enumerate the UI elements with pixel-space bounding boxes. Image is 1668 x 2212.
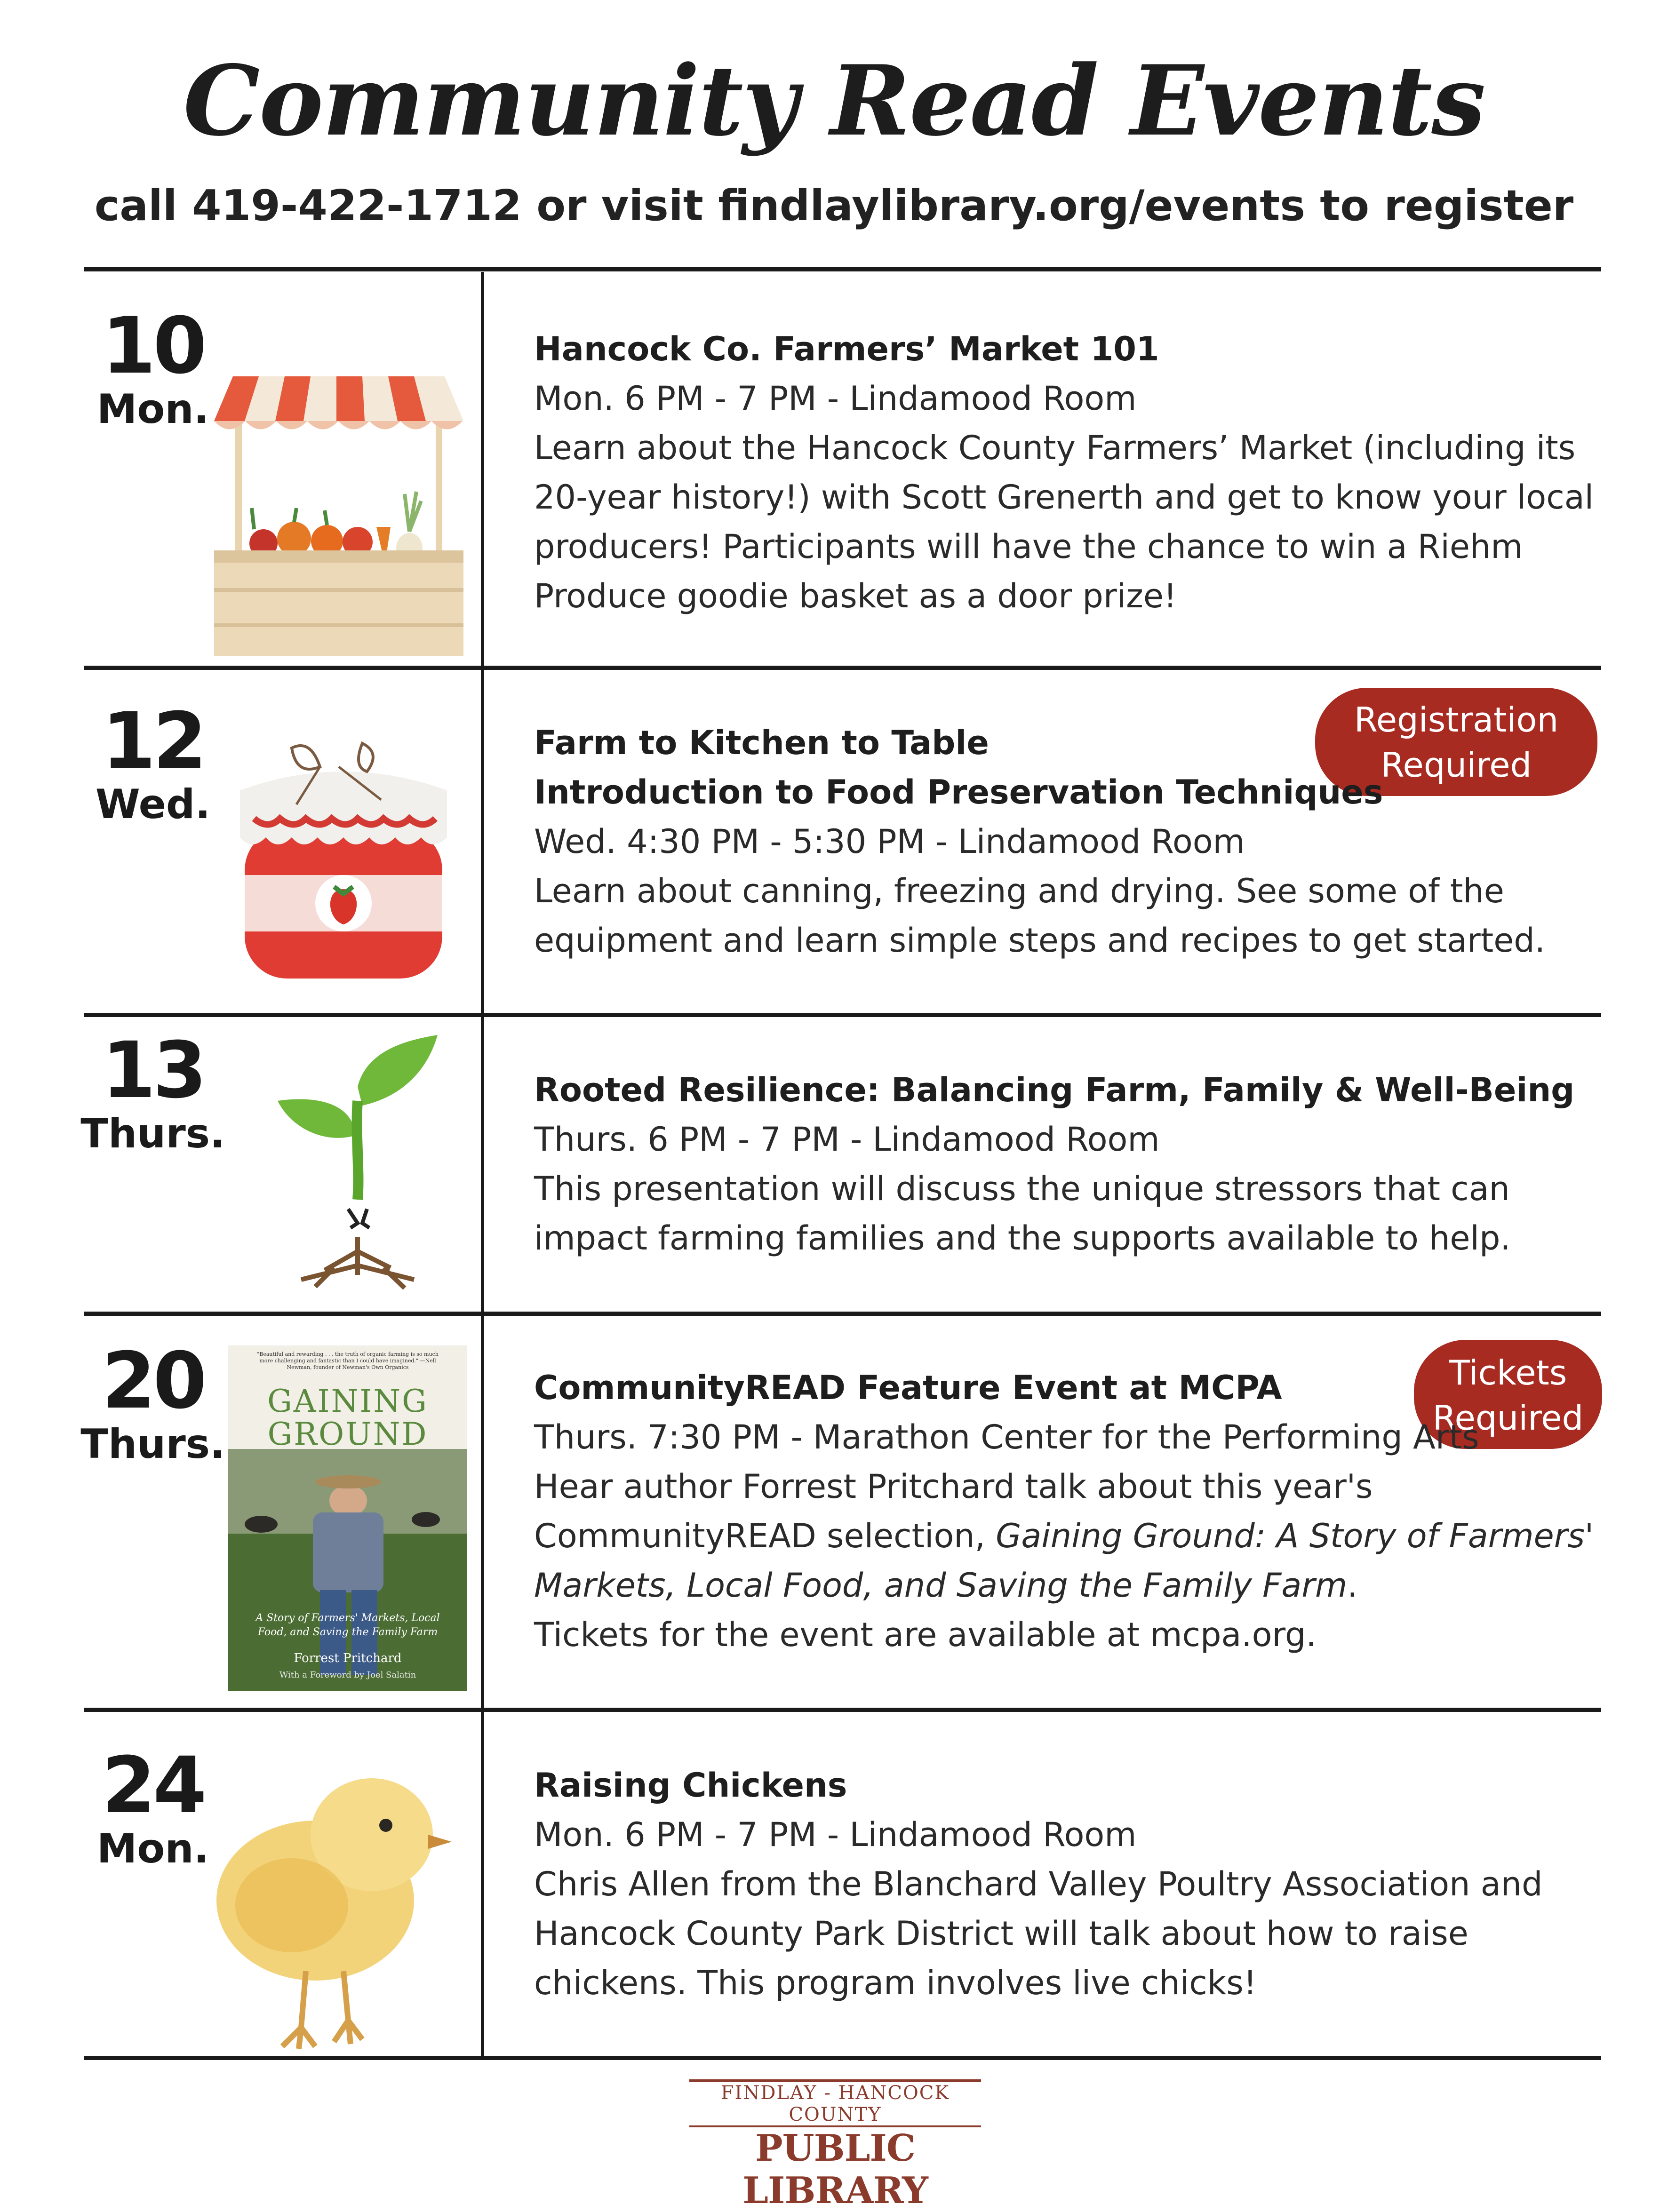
library-logo-top: FINDLAY - HANCOCK COUNTY: [689, 2079, 981, 2127]
event-description-line: Hancock County Park District will talk about how to raise: [534, 1914, 1468, 1953]
table-rule-2: [84, 1013, 1601, 1017]
event-description-line: producers! Participants will have the chance to win a Riehm: [534, 527, 1523, 566]
book-subtitle: A Story of Farmers' Markets, Local Food, and Saving the Family Farm: [255, 1612, 440, 1638]
book-author: Forrest Pritchard: [294, 1651, 402, 1665]
book-foreword: With a Foreword by Joel Salatin: [279, 1670, 416, 1680]
selection-prefix: CommunityREAD selection,: [534, 1517, 996, 1555]
day-name: Thurs.: [80, 1110, 225, 1157]
event-description-line: Learn about the Hancock County Farmers’ Market (including its: [534, 429, 1576, 467]
badge-line: Required: [1381, 745, 1532, 785]
event-description-line: Produce goodie basket as a door prize!: [534, 577, 1177, 615]
event-details: [534, 1363, 1594, 1660]
event-title: Rooted Resilience: Balancing Farm, Family & Well-Being: [534, 1071, 1575, 1109]
badge-line: Required: [1432, 1398, 1584, 1438]
day-number: 12: [102, 696, 204, 786]
library-logo: [689, 2079, 981, 2212]
event-title: Hancock Co. Farmers’ Market 101: [534, 330, 1159, 368]
table-column-divider: [481, 272, 484, 2060]
event-description-line: chickens. This program involves live chicks!: [534, 1964, 1257, 2002]
event-details: [534, 1761, 1579, 2008]
chick-icon: [207, 1764, 480, 2051]
register-instructions: call 419-422-1712 or visit findlaylibrary.org/events to register: [94, 181, 1574, 231]
table-rule-top: [84, 267, 1601, 271]
day-name: Wed.: [95, 781, 211, 828]
table-rule-4: [84, 1708, 1601, 1712]
book-blurb: "Beautiful and rewarding . . . the truth of organic farming is so much more challenging and fantastic than I could have imagined." —Nell Newman, founder of Newman's Own Organics: [257, 1351, 439, 1370]
book-title-italic: Markets, Local Food, and Saving the Family Farm: [534, 1566, 1348, 1605]
jam-jar-icon: [226, 734, 461, 997]
event-title: Farm to Kitchen to Table: [534, 724, 989, 762]
event-title: CommunityREAD Feature Event at MCPA: [534, 1369, 1282, 1407]
event-time-location: Mon. 6 PM - 7 PM - Lindamood Room: [534, 379, 1137, 418]
event-time-location: Thurs. 6 PM - 7 PM - Lindamood Room: [534, 1120, 1160, 1159]
event-description-line: equipment and learn simple steps and recipes to get started.: [534, 921, 1545, 960]
book-title-line: GROUND: [267, 1416, 428, 1452]
event-date: [89, 696, 216, 828]
day-number: 10: [102, 301, 204, 391]
event-description-line: This presentation will discuss the unique stressors that can: [534, 1170, 1510, 1208]
event-description-line: Hear author Forrest Pritchard talk about this year's: [534, 1467, 1373, 1506]
book-title-italic: Gaining Ground: A Story of Farmers': [996, 1517, 1594, 1555]
event-description-line: Learn about canning, freezing and drying. See some of the: [534, 872, 1504, 910]
day-number: 24: [102, 1740, 204, 1830]
event-details: [534, 718, 1579, 965]
event-title: Raising Chickens: [534, 1766, 847, 1805]
event-date: [89, 301, 216, 433]
event-description-line: Tickets for the event are available at mcpa.org.: [534, 1615, 1317, 1654]
event-details: [534, 1066, 1579, 1263]
book-cover-image: [228, 1345, 467, 1691]
library-logo-name: PUBLIC LIBRARY: [742, 2127, 928, 2212]
event-details: [534, 325, 1594, 621]
event-description-line: impact farming families and the supports available to help.: [534, 1219, 1511, 1257]
page-title: Community Read Events: [183, 45, 1485, 158]
event-date: [75, 1336, 231, 1468]
sprout-icon: [273, 1030, 442, 1294]
event-date: [89, 1740, 216, 1872]
event-subtitle: Introduction to Food Preservation Techniques: [534, 773, 1383, 812]
day-number: 20: [102, 1336, 204, 1426]
event-time-location: Thurs. 7:30 PM - Marathon Center for the Performing Arts: [534, 1418, 1479, 1456]
farmers-market-stand-icon: [207, 367, 471, 659]
table-rule-3: [84, 1312, 1601, 1316]
day-name: Mon.: [96, 386, 209, 433]
table-rule-bottom: [84, 2056, 1601, 2060]
day-name: Thurs.: [80, 1421, 225, 1468]
event-time-location: Mon. 6 PM - 7 PM - Lindamood Room: [534, 1815, 1137, 1854]
badge-line: Tickets: [1449, 1353, 1567, 1392]
table-rule-1: [84, 666, 1601, 670]
event-time-location: Wed. 4:30 PM - 5:30 PM - Lindamood Room: [534, 822, 1245, 861]
sentence-period: .: [1347, 1566, 1358, 1605]
badge-line: Registration: [1354, 700, 1559, 740]
event-description-line: Chris Allen from the Blanchard Valley Poultry Association and: [534, 1865, 1543, 1903]
event-description-line: [534, 1512, 1594, 1561]
event-description-line: [534, 1561, 1522, 1610]
event-date: [75, 1025, 231, 1157]
book-title-line: GAINING: [267, 1383, 428, 1419]
day-number: 13: [102, 1025, 204, 1115]
event-description-line: 20-year history!) with Scott Grenerth and get to know your local: [534, 478, 1594, 517]
day-name: Mon.: [96, 1825, 209, 1872]
